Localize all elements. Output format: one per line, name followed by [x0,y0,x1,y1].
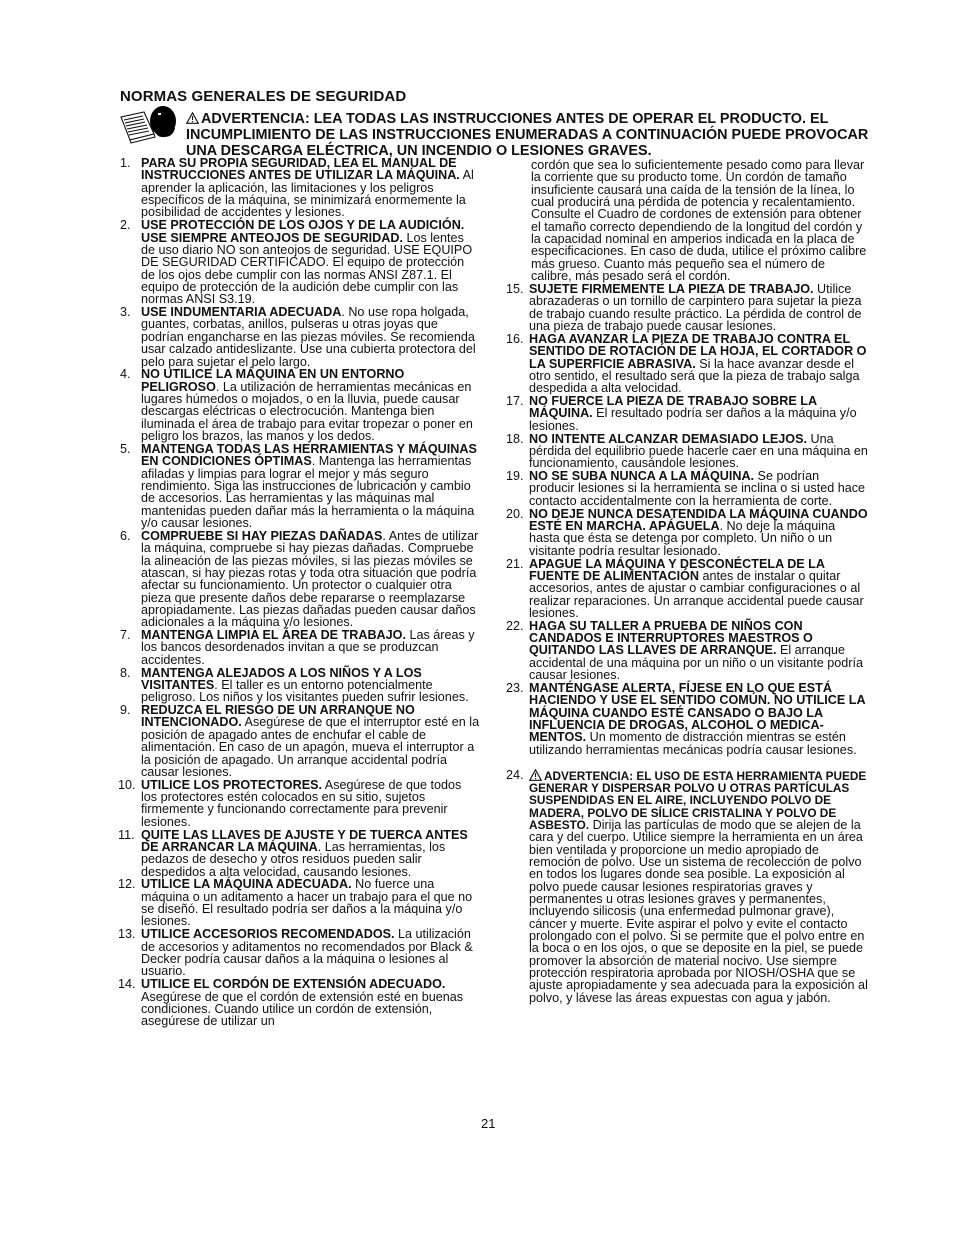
item-number: 8. [120,665,131,680]
item-heading: COMPRUEBE SI HAY PIEZAS DAÑADAS [141,528,383,543]
list-item [506,470,868,507]
item-heading: MANTENGA TODAS LAS HERRAMIENTAS Y MÁQUINAS EN CONDICIONES ÓPTIMAS [141,441,477,469]
list-item [506,682,868,756]
item-number: 2. [120,218,131,233]
list-item [506,433,868,470]
item-heading: USE PROTECCIÓN DE LOS OJOS Y DE LA AUDICIÓN. USE SIEMPRE ANTEOJOS DE SEGURIDAD. [141,218,465,245]
item-heading: UTILICE EL CORDÓN DE EXTENSIÓN ADECUADO. [141,977,446,992]
item-text: . Mantenga las herramientas afiladas y limpias para lograr el mejor y más seguro rendimiento. Siga las instrucciones de lubricación y cambio de accesorios. Las herramientas y las máquinas mal mantenidas pueden dañar más la herramienta o la máquina y/o causar lesiones. [141,454,475,530]
item-text: cordón que sea lo suficientemente pesado como para llevar la corriente que su producto tome. Un cordón de tamaño insuficiente causará una caída de la tensión de la línea, lo cual producirá una pérdida de potencia y recalentamiento. Consulte el Cuadro de cordones de extensión para obtener el tamaño correcto dependiendo de la longitud del cordón y la capacidad nominal en amperios indicada en la placa de especificaciones. En caso de duda, utilice el próximo calibre más grueso. Cuanto más pequeño sea el número de calibre, más pesado será el cordón. [531,158,867,284]
warning-triangle-icon [529,769,542,781]
list-item [118,928,480,977]
item-text: Asegúrese de que el cordón de extensión esté en buenas condiciones. Cuando utilice un cordón de extensión, asegúrese de utilizar un [141,989,464,1029]
list-item [118,779,480,828]
list-item [118,443,480,529]
item-number: 10. [118,777,136,792]
item-heading: HAGA SU TALLER A PRUEBA DE NIÑOS CON CANDADOS E INTERRUPTORES MAESTROS O QUITANDO LAS LLAVES DE ARRANQUE. [529,618,813,658]
item-text: Si la hace avanzar desde el otro sentido, el resultado será que la pieza de trabajo salga despedida a alta velocidad. [529,356,860,396]
item-heading: PARA SU PROPIA SEGURIDAD, LEA EL MANUAL DE INSTRUCCIONES ANTES DE UTILIZAR LA MÁQUINA. [141,156,460,183]
section-title: NORMAS GENERALES DE SEGURIDAD [120,88,407,105]
item-text: Un momento de distracción mientras se estén utilizando herramientas mecánicas podría causar lesiones. [529,730,857,757]
item-number: 24. [506,767,524,782]
list-item [118,368,480,442]
item-heading: UTILICE LOS PROTECTORES. [141,777,322,792]
item-text: Una pérdida del equilibrio puede hacerle caer en una máquina en funcionamiento, causándole lesiones. [529,431,868,471]
item-number: 12. [118,877,136,892]
item-number: 3. [120,305,131,320]
item-heading: MANTENGA ALEJADOS A LOS NIÑOS Y A LOS VISITANTES [141,665,422,692]
item-text: Utilice abrazaderas o un tornillo de carpintero para sujetar la pieza de trabajo cuando resulte práctico. La pérdida de control de una pieza de trabajo puede causar lesiones. [529,281,862,333]
item-text: . La utilización de herramientas mecánicas en lugares húmedos o mojados, o en la lluvia, puede causar descargas eléctricas o electrocución. Mantenga bien iluminada el área de trabajo para evitar tropezar o poner en peligro los brazos, las manos y los dedos. [141,379,473,444]
item-text: Asegúrese de que todos los protectores estén colocados en su sitio, sujetos firmemente y funcionando correctamente para prevenir lesiones. [141,777,462,829]
list-item [118,878,480,927]
page-number: 21 [481,1116,496,1131]
item-text: La utilización de accesorios y aditamentos no recomendados por Black & Decker podría causar daños a la máquina o lesiones al usuario. [141,927,473,979]
item-text: . Antes de utilizar la máquina, compruebe si hay piezas dañadas. Compruebe la alineación de las piezas móviles, si las piezas móviles se atascan, si hay piezas rotas y toda otra situación que podría afectar su funcionamiento. Un protector o cualquier otra pieza que presente daños debe repararse o reemplazarse apropiadamente. Las piezas dañadas pueden causar daños adicionales a la máquina y/o lesiones. [141,528,479,630]
item-text: Las áreas y los bancos desordenados invitan a que se produzcan accidentes. [141,628,475,667]
list-item [118,704,480,778]
item-heading: USE INDUMENTARIA ADECUADA [141,305,342,320]
item-heading: REDUZCA EL RIESGO DE UN ARRANQUE NO INTENCIONADO. [141,703,415,730]
list-item [118,829,480,878]
item-number: 21. [506,556,524,571]
item-heading: NO UTILICE LA MÁQUINA EN UN ENTORNO PELIGROSO [141,367,405,394]
list-item [118,157,480,219]
item-number: 22. [506,618,524,633]
item-heading: HAGA AVANZAR LA PIEZA DE TRABAJO CONTRA EL SENTIDO DE ROTACIÓN DE LA HOJA, EL CORTADOR O LA SUPERFICIE ABRASIVA. [529,331,867,371]
list-item [506,283,868,332]
item-heading: NO INTENTE ALCANZAR DEMASIADO LEJOS. [529,431,808,446]
item-number: 15. [506,281,524,296]
item-number: 7. [120,628,131,643]
item-text: El arranque accidental de una máquina por un niño o un visitante podría causar lesiones. [529,643,863,683]
item-number: 1. [120,156,131,170]
item-heading: UTILICE LA MÁQUINA ADECUADA. [141,877,352,892]
item-heading: NO FUERCE LA PIEZA DE TRABAJO SOBRE LA MÁQUINA. [529,394,817,421]
item-text: . No use ropa holgada, guantes, corbatas, anillos, pulseras u otras joyas que podrían engancharse en las piezas móviles. Se recomienda usar calzado antideslizante. Use una cubierta protectora del pelo para sujetar el pelo largo. [141,305,476,369]
item-number: 6. [120,528,131,543]
list-item [118,667,480,704]
item-heading: NO SE SUBA NUNCA A LA MÁQUINA. [529,469,755,484]
item-number: 13. [118,927,136,942]
list-item [506,395,868,432]
item-text: El resultado podría ser daños a la máquina y/o lesiones. [529,406,857,433]
warning-triangle-icon [186,112,199,124]
right-column [506,159,868,1005]
list-item [506,333,868,395]
item-heading: UTILICE ACCESORIOS RECOMENDADOS. [141,927,395,942]
item-number: 9. [120,703,131,718]
item-heading: SUJETE FIRMEMENTE LA PIEZA DE TRABAJO. [529,281,814,296]
list-item-continuation [506,159,868,282]
list-item [118,629,480,666]
left-column [118,157,480,1028]
list-item [506,558,868,620]
item-number: 20. [506,506,524,521]
list-item [118,306,480,368]
item-heading: APAGUE LA MÁQUINA Y DESCONÉCTELA DE LA FUENTE DE ALIMENTACIÓN [529,556,825,583]
item-heading: MANTÉNGASE ALERTA, FÍJESE EN LO QUE ESTÁ HACIENDO Y USE EL SENTIDO COMÚN. NO UTILICE LA MÁQUINA CUANDO ESTÉ CANSADO O BAJO LA INFLUENCIA DE DROGAS, ALCOHOL O MEDICA-MENTOS. [529,680,866,745]
item-text: Dirija las partículas de modo que se alejen de la cara y del cuerpo. Utilice siempre la herramienta en un área bien ventilada y proporcione un medio apropiado de remoción de polvo. Use un sistema de recolección de polvo en todos los lugares donde sea posible. La exposición al polvo puede causar lesiones respiratorias graves y permanentes u otras lesiones graves y permanentes, incluyendo silicosis (una enfermedad pulmonar grave), cáncer y muerte. Evite aspirar el polvo y evite el contacto prolongado con el polvo. Si se permite que el polvo entre en la boca o en los ojos, o que se deposite en la piel, se puede promover la absorción de material nocivo. Use siempre protección respiratoria aprobada por NIOSH/OSHA que se ajuste apropiadamente y sea adecuada para la exposición al polvo, y lávese las áreas expuestas con agua y jabón. [529,817,868,1005]
item-number: 14. [118,977,136,992]
list-item [118,978,480,1027]
item-text: Al aprender la aplicación, las limitaciones y los peligros específicos de la máquina, se minimizará enormemente la posibilidad de accidentes y lesiones. [141,168,474,220]
item-text: Asegúrese de que el interruptor esté en la posición de apagado antes de enchufar el cable de alimentación. En caso de un apagón, mueva el interruptor a la posición de apagado. Un arranque accidental podría causar lesiones. [141,715,480,779]
item-number: 11. [118,827,135,842]
item-number: 19. [506,469,524,484]
list-item [118,530,480,629]
warning-statement [186,112,876,159]
read-manual-icon [118,104,180,146]
item-text: . No deje la máquina hasta que ésta se detenga por completo. Un niño o un visitante podría resultar lesionado. [529,518,836,558]
list-item [506,508,868,557]
item-number: 16. [506,331,524,346]
item-number: 5. [120,441,131,456]
item-heading: NO DEJE NUNCA DESATENDIDA LA MÁQUINA CUANDO ESTÉ EN MARCHA. APÁGUELA [529,506,868,533]
warning-text: ADVERTENCIA: LEA TODAS LAS INSTRUCCIONES ANTES DE OPERAR EL PRODUCTO. EL INCUMPLIMIENTO DE LAS INSTRUCCIONES ENUMERADAS A CONTINUACIÓN PUEDE PROVOCAR UNA DESCARGA ELÉCTRICA, UN INCENDIO O LESIONES GRAVES. [186,111,869,159]
list-item [506,620,868,682]
item-heading: MANTENGA LIMPIA EL ÁREA DE TRABAJO. [141,628,406,643]
item-text: . El taller es un entorno potencialmente peligroso. Los niños y los visitantes pueden sufrir lesiones. [141,677,469,705]
item-text: Los lentes de uso diario NO son anteojos de seguridad. USE EQUIPO DE SEGURIDAD CERTIFICADO. El equipo de protección de los ojos debe cumplir con las normas ANSI Z87.1. El equipo de protección de la audición debe cumplir con las normas ANSI S3.19. [141,230,473,307]
item-number: 18. [506,431,524,446]
item-number: 17. [506,394,524,409]
item-text: Se podrían producir lesiones si la herramienta se inclina o si usted hace contacto accidentalmente con la herramienta de corte. [529,469,866,508]
item-text: . Las herramientas, los pedazos de desecho y otros residuos pueden salir despedidos a alta velocidad, causando lesiones. [141,839,446,879]
item-number: 23. [506,680,524,695]
item-heading: ADVERTENCIA: EL USO DE ESTA HERRAMIENTA PUEDE GENERAR Y DISPERSAR POLVO U OTRAS PARTÍCULAS SUSPENDIDAS EN EL AIRE, INCLUYENDO POLVO DE MADERA, POLVO DE SÍLICE CRISTALINA Y POLVO DE ASBESTO. [529,768,867,832]
item-text: antes de instalar o quitar accesorios, antes de ajustar o cambiar configuraciones o al realizar reparaciones. Un arranque accidental puede causar lesiones. [529,568,864,620]
item-number: 4. [120,367,131,382]
item-heading: QUITE LAS LLAVES DE AJUSTE Y DE TUERCA ANTES DE ARRANCAR LA MÁQUINA [141,827,468,854]
list-item [118,219,480,305]
list-item [506,769,868,1005]
item-text: No fuerce una máquina o un aditamento a hacer un trabajo para el que no se diseñó. El resultado podría ser daños a la máquina y/o lesiones. [141,877,473,929]
